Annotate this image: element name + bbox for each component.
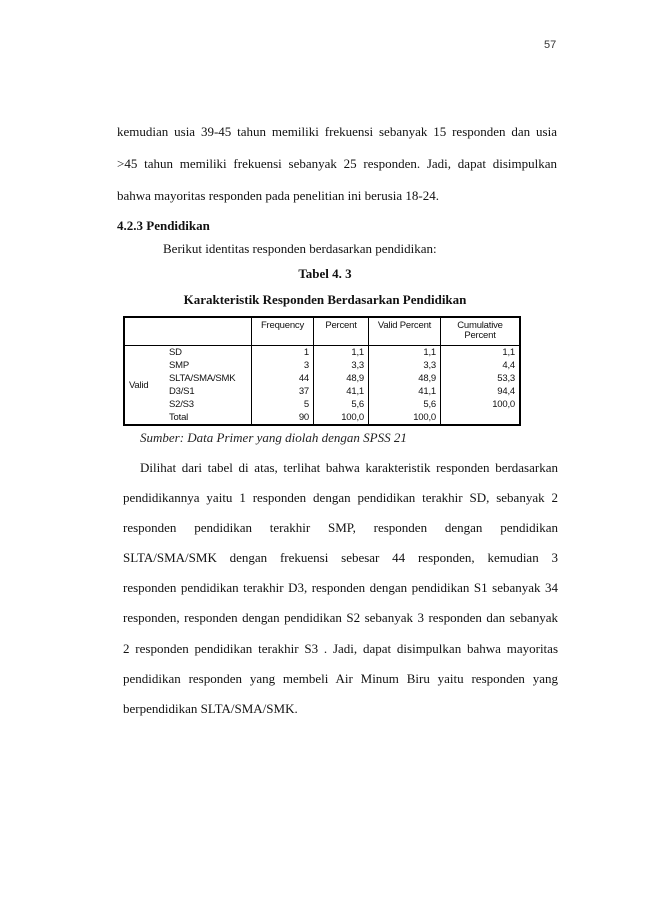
cell-percent: 100,0 (314, 411, 369, 425)
cell-cumulative: 1,1 (441, 346, 521, 360)
paragraph-line: SLTA/SMA/SMK dengan frekuensi sebesar 44 responden, kemudian 3 (123, 550, 558, 565)
paragraph-line: 2 responden pendidikan terakhir S3 . Jadi, dapat disimpulkan bahwa mayoritas (123, 641, 558, 656)
row-label: Total (165, 411, 252, 425)
cell-percent: 41,1 (314, 385, 369, 398)
cell-cumulative: 100,0 (441, 398, 521, 411)
cell-valid-percent: 1,1 (369, 346, 441, 360)
table-source: Sumber: Data Primer yang diolah dengan SPSS 21 (140, 430, 407, 445)
paragraph-line: Dilihat dari tabel di atas, terlihat bahwa karakteristik responden berdasarkan (140, 460, 558, 475)
cell-frequency: 3 (252, 359, 314, 372)
page-number: 57 (544, 39, 557, 51)
cell-cumulative: 4,4 (441, 359, 521, 372)
header-valid-percent: Valid Percent (369, 317, 441, 346)
paragraph-line: responden pendidikan terakhir SMP, responden dengan pendidikan (123, 520, 558, 535)
paragraph-line: responden, responden dengan pendidikan S2 sebanyak 3 responden dan sebanyak (123, 610, 558, 625)
row-label: SMP (165, 359, 252, 372)
frequency-table (123, 316, 521, 426)
table-row (124, 398, 520, 411)
header-frequency: Frequency (252, 317, 314, 346)
cell-valid-percent: 48,9 (369, 372, 441, 385)
cell-valid-percent: 3,3 (369, 359, 441, 372)
intro-text: Berikut identitas responden berdasarkan pendidikan: (163, 241, 437, 256)
table-row (124, 385, 520, 398)
paragraph-line: berpendidikan SLTA/SMA/SMK. (123, 701, 298, 716)
group-label: Valid (124, 346, 165, 426)
cell-valid-percent: 41,1 (369, 385, 441, 398)
cell-percent: 5,6 (314, 398, 369, 411)
paragraph-line: responden pendidikan terakhir D3, responden dengan pendidikan S1 sebanyak 34 (123, 580, 558, 595)
table-row (124, 346, 520, 360)
row-label: S2/S3 (165, 398, 252, 411)
paragraph-line: >45 tahun memiliki frekuensi sebanyak 25 responden. Jadi, dapat disimpulkan (117, 156, 557, 171)
cell-frequency: 90 (252, 411, 314, 425)
cell-frequency: 1 (252, 346, 314, 360)
cell-frequency: 5 (252, 398, 314, 411)
table-header-row (124, 317, 520, 346)
cell-frequency: 44 (252, 372, 314, 385)
table-caption: Tabel 4. 3 (298, 266, 352, 281)
table-title: Karakteristik Responden Berdasarkan Pendidikan (183, 292, 467, 307)
paragraph-line: pendidikannya yaitu 1 responden dengan pendidikan terakhir SD, sebanyak 2 (123, 490, 558, 505)
paragraph-line: pendidikan responden yang membeli Air Minum Biru yaitu responden yang (123, 671, 558, 686)
row-label: SLTA/SMA/SMK (165, 372, 252, 385)
cell-cumulative (441, 411, 521, 425)
table-row-total (124, 411, 520, 425)
paragraph-line: kemudian usia 39-45 tahun memiliki frekuensi sebanyak 15 responden dan usia (117, 124, 557, 139)
cell-cumulative: 94,4 (441, 385, 521, 398)
table-row (124, 359, 520, 372)
row-label: D3/S1 (165, 385, 252, 398)
header-percent: Percent (314, 317, 369, 346)
paragraph-line: bahwa mayoritas responden pada penelitian ini berusia 18-24. (117, 188, 440, 203)
cell-percent: 1,1 (314, 346, 369, 360)
cell-frequency: 37 (252, 385, 314, 398)
cell-cumulative: 53,3 (441, 372, 521, 385)
section-heading: 4.2.3 Pendidikan (117, 218, 210, 233)
cell-valid-percent: 5,6 (369, 398, 441, 411)
cell-percent: 48,9 (314, 372, 369, 385)
cell-valid-percent: 100,0 (369, 411, 441, 425)
header-cumulative-percent: Cumulative Percent (441, 317, 521, 346)
table-row (124, 372, 520, 385)
row-label: SD (165, 346, 252, 360)
cell-percent: 3,3 (314, 359, 369, 372)
